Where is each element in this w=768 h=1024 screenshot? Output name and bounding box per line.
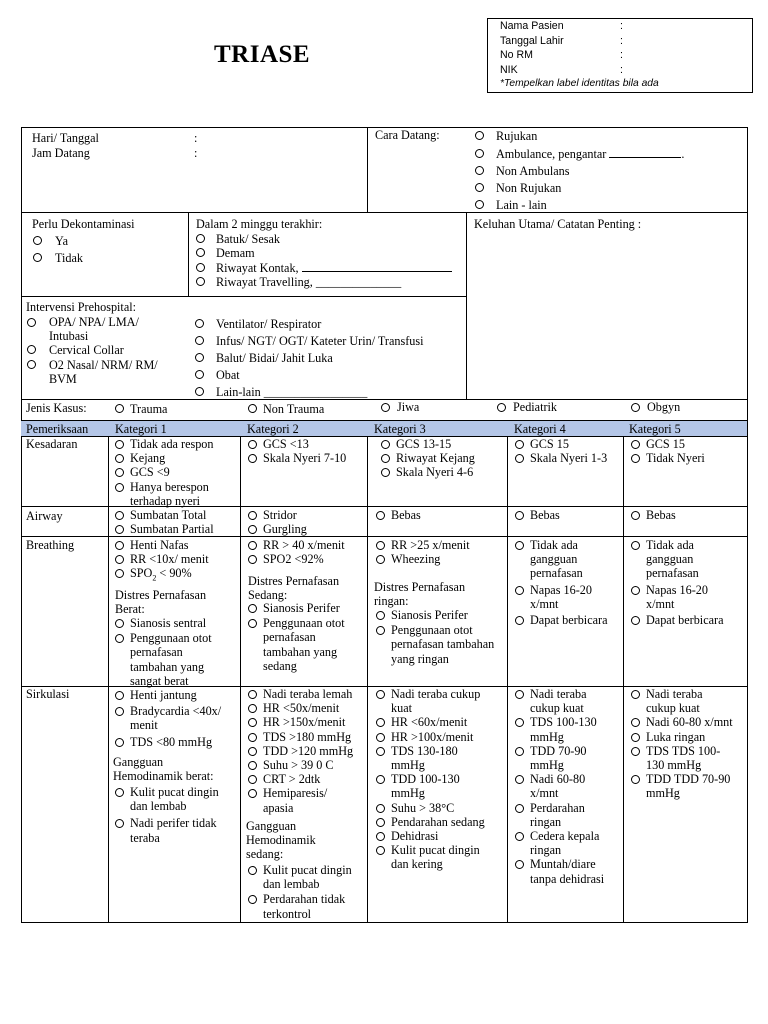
header-kategori-1: Kategori 1	[115, 422, 167, 436]
breathing-k4-text-0-1: gangguan	[530, 552, 578, 567]
breathing-k4-radio-1[interactable]	[515, 586, 524, 595]
breathing-k3-sub-text-1-0: Penggunaan otot	[391, 623, 473, 638]
option-obat: Obat	[216, 368, 240, 382]
option-infus: Infus/ NGT/ OGT/ Kateter Urin/ Transfusi	[216, 334, 424, 348]
sirkulasi-k3-text-0-0: Nadi teraba cukup	[391, 687, 481, 701]
breathing-k1-sub-text-0-0: Sianosis sentral	[130, 616, 207, 630]
sirkulasi-k1-radio-1[interactable]	[115, 707, 124, 716]
kesadaran-k1-radio-1[interactable]	[115, 454, 124, 463]
option-pediatrik: Pediatrik	[513, 400, 558, 414]
header-kategori-3: Kategori 3	[374, 422, 426, 436]
sirkulasi-k3-radio-4[interactable]	[376, 775, 385, 784]
radio-batuk[interactable]	[196, 234, 205, 243]
breathing-k1-text-0-0: Henti Nafas	[130, 538, 189, 552]
kesadaran-k1-text-3-1: terhadap nyeri	[130, 493, 201, 508]
option-opa-line2: Intubasi	[49, 329, 89, 343]
sirkulasi-k4-text-2-0: TDD 70-90	[530, 743, 587, 758]
date-label: Hari/ Tanggal	[32, 131, 99, 145]
sirkulasi-k4-text-3-0: Nadi 60-80	[530, 772, 586, 787]
sirkulasi-k2-text-3-0: TDS >180 mmHg	[263, 729, 352, 744]
breathing-k1-sub-text-1-1: pernafasan	[130, 645, 183, 660]
sirkulasi-k4-text-0-1: cukup kuat	[530, 701, 584, 716]
row-label-airway: Airway	[26, 509, 63, 523]
sirkulasi-k3-radio-1[interactable]	[376, 718, 385, 727]
breathing-k2-title-text-1-0: Sedang:	[248, 588, 288, 603]
arrival-time-colon: :	[194, 146, 198, 160]
breathing-k2-sub-text-1-2: tambahan yang	[263, 644, 338, 659]
breathing-k1-radio-1[interactable]	[115, 555, 124, 564]
breathing-k5-text-2-0: Dapat berbicara	[646, 613, 724, 627]
airway-k5-text-0-0: Bebas	[646, 508, 676, 522]
breathing-k5-radio-0[interactable]	[631, 541, 640, 550]
breathing-k4-text-0-0: Tidak ada	[530, 538, 578, 552]
medical-record-colon: :	[620, 49, 623, 61]
kesadaran-k1-radio-0[interactable]	[115, 440, 124, 449]
page-title: TRIASE	[214, 41, 311, 68]
sirkulasi-k3-radio-7[interactable]	[376, 832, 385, 841]
kesadaran-k5-radio-1[interactable]	[631, 454, 640, 463]
sirkulasi-k1-sub-text-1-1: teraba	[130, 830, 160, 845]
kesadaran-k2-text-0-0: GCS <13	[263, 437, 309, 451]
sirkulasi-k3-radio-5[interactable]	[376, 804, 385, 813]
sirkulasi-k4-text-6-0: Muntah/diare	[530, 857, 596, 872]
row-label-breathing: Breathing	[26, 538, 75, 552]
kesadaran-k5-radio-0[interactable]	[631, 440, 640, 449]
radio-riwayat-travelling[interactable]	[196, 277, 205, 286]
option-o2-line2: BVM	[49, 372, 77, 386]
medical-record-label: No RM	[500, 49, 533, 61]
sirkulasi-k5-text-0-0: Nadi teraba	[646, 687, 703, 701]
breathing-k3-title-text-0-0: Distres Pernafasan	[374, 580, 466, 594]
breathing-k2-radio-0[interactable]	[248, 541, 257, 550]
breathing-k5-text-0-0: Tidak ada	[646, 538, 694, 552]
label-note: *Tempelkan label identitas bila ada	[500, 78, 659, 89]
sirkulasi-k2-radio-5[interactable]	[248, 761, 257, 770]
sirkulasi-k4-text-6-1: tanpa dehidrasi	[530, 871, 605, 886]
option-decon-ya: Ya	[55, 234, 68, 248]
breathing-k5-text-1-1: x/mnt	[646, 596, 675, 611]
case-type-label: Jenis Kasus:	[26, 401, 87, 415]
sirkulasi-k3-text-4-0: TDD 100-130	[391, 772, 460, 787]
breathing-k3-title-text-1-0: ringan:	[374, 594, 409, 609]
airway-k1-text-0-0: Sumbatan Total	[130, 508, 207, 522]
sirkulasi-k2-text-7-1: apasia	[263, 800, 294, 815]
option-batuk: Batuk/ Sesak	[216, 232, 280, 246]
sirkulasi-k1-text-1-0: Bradycardia <40x/	[130, 704, 222, 719]
breathing-k5-radio-2[interactable]	[631, 616, 640, 625]
kesadaran-k3-text-1-0: Riwayat Kejang	[396, 451, 475, 466]
sirkulasi-k2-radio-4[interactable]	[248, 747, 257, 756]
breathing-k3-sub-radio-0[interactable]	[376, 611, 385, 620]
arrival-time-label: Jam Datang	[32, 146, 90, 160]
sirkulasi-k2-text-2-0: HR >150x/menit	[263, 715, 346, 730]
breathing-k2-text-1-0: SPO2 <92%	[263, 552, 324, 567]
sirkulasi-k5-radio-3[interactable]	[631, 747, 640, 756]
sirkulasi-k5-text-4-0: TDD TDD 70-90	[646, 772, 731, 787]
sirkulasi-k4-text-5-1: ringan	[530, 843, 562, 858]
breathing-k3-text-0-0: RR >25 x/menit	[391, 538, 470, 552]
header-kategori-2: Kategori 2	[247, 422, 299, 436]
kesadaran-k3-radio-1[interactable]	[381, 454, 390, 463]
two-weeks-label: Dalam 2 minggu terakhir:	[196, 217, 323, 231]
sirkulasi-k5-radio-4[interactable]	[631, 775, 640, 784]
option-balut: Balut/ Bidai/ Jahit Luka	[216, 351, 333, 365]
kesadaran-k5-text-0-0: GCS 15	[646, 437, 685, 451]
option-riwayat-travelling: Riwayat Travelling, ______________	[216, 275, 402, 289]
kesadaran-k1-text-0-0: Tidak ada respon	[130, 437, 214, 451]
option-o2-line1: O2 Nasal/ NRM/ RM/	[49, 358, 158, 372]
breathing-k5-radio-1[interactable]	[631, 586, 640, 595]
arrival-method-label: Cara Datang:	[375, 128, 440, 142]
sirkulasi-k2-radio-7[interactable]	[248, 789, 257, 798]
option-cervical: Cervical Collar	[49, 343, 124, 357]
sirkulasi-k5-text-1-0: Nadi 60-80 x/mnt	[646, 715, 733, 730]
breathing-k2-sub-text-0-0: Sianosis Perifer	[263, 601, 340, 615]
radio-obat[interactable]	[195, 370, 204, 379]
sirkulasi-k3-text-2-0: HR >100x/menit	[391, 729, 474, 744]
radio-balut[interactable]	[195, 353, 204, 362]
kesadaran-k4-text-0-0: GCS 15	[530, 437, 569, 451]
sirkulasi-k5-text-4-1: mmHg	[646, 786, 680, 801]
sirkulasi-k3-text-7-0: Dehidrasi	[391, 829, 439, 843]
airway-k1-radio-0[interactable]	[115, 511, 124, 520]
sirkulasi-k1-title-text-0-0: Gangguan	[113, 755, 164, 769]
sirkulasi-k2-sub-radio-0[interactable]	[248, 866, 257, 875]
sirkulasi-k5-radio-1[interactable]	[631, 718, 640, 727]
birth-date-label: Tanggal Lahir	[500, 35, 564, 47]
breathing-k4-text-1-0: Napas 16-20	[530, 582, 592, 597]
decontamination-label: Perlu Dekontaminasi	[32, 217, 135, 231]
patient-name-label: Nama Pasien	[500, 20, 564, 32]
option-lain-lain-intervensi: Lain-lain _________________	[216, 385, 368, 399]
airway-k1-radio-1[interactable]	[115, 525, 124, 534]
option-non-rujukan: Non Rujukan	[496, 181, 562, 195]
radio-lain-lain-intervensi[interactable]	[195, 387, 204, 396]
breathing-k1-title-text-1-0: Berat:	[115, 602, 145, 617]
kesadaran-k3-text-2-0: Skala Nyeri 4-6	[396, 465, 474, 480]
breathing-k3-sub-text-1-2: yang ringan	[391, 651, 449, 666]
kesadaran-k3-radio-0[interactable]	[381, 440, 390, 449]
sirkulasi-k4-radio-5[interactable]	[515, 832, 524, 841]
radio-o2[interactable]	[27, 360, 36, 369]
breathing-k3-sub-text-0-0: Sianosis Perifer	[391, 608, 468, 622]
sirkulasi-k3-text-8-0: Kulit pucat dingin	[391, 843, 480, 858]
sirkulasi-k2-title-text-2-0: sedang:	[246, 847, 284, 862]
sirkulasi-k3-text-4-1: mmHg	[391, 786, 425, 801]
airway-k5-radio-0[interactable]	[631, 511, 640, 520]
breathing-k4-text-0-2: pernafasan	[530, 566, 583, 581]
radio-non-rujukan[interactable]	[475, 183, 484, 192]
header-pemeriksaan: Pemeriksaan	[26, 422, 89, 436]
kesadaran-k5-text-1-0: Tidak Nyeri	[646, 451, 705, 466]
breathing-k2-text-0-0: RR > 40 x/menit	[263, 538, 345, 552]
airway-k2-text-1-0: Gurgling	[263, 522, 307, 537]
breathing-k5-text-0-1: gangguan	[646, 552, 694, 567]
sirkulasi-k4-text-0-0: Nadi teraba	[530, 687, 587, 701]
radio-demam[interactable]	[196, 248, 205, 257]
breathing-k1-sub-radio-1[interactable]	[115, 634, 124, 643]
sirkulasi-k1-text-1-1: menit	[130, 718, 158, 733]
sirkulasi-k4-radio-3[interactable]	[515, 775, 524, 784]
sirkulasi-k3-text-0-1: kuat	[391, 701, 412, 716]
keluhan-label: Keluhan Utama/ Catatan Penting :	[474, 217, 642, 231]
option-ambulance: Ambulance, pengantar .	[496, 147, 685, 161]
breathing-k1-sub-text-1-3: sangat berat	[130, 673, 189, 688]
sirkulasi-k4-text-1-1: mmHg	[530, 729, 564, 744]
kesadaran-k1-radio-3[interactable]	[115, 483, 124, 492]
option-opa-line1: OPA/ NPA/ LMA/	[49, 315, 139, 329]
option-decon-tidak: Tidak	[55, 251, 83, 265]
row-label-kesadaran: Kesadaran	[26, 437, 78, 451]
airway-k2-text-0-0: Stridor	[263, 508, 297, 522]
sirkulasi-k3-text-6-0: Pendarahan sedang	[391, 814, 485, 829]
breathing-k1-sub-radio-0[interactable]	[115, 619, 124, 628]
airway-k4-text-0-0: Bebas	[530, 508, 560, 522]
option-ventilator: Ventilator/ Respirator	[216, 317, 322, 331]
sirkulasi-k5-text-2-0: Luka ringan	[646, 729, 706, 744]
breathing-k1-title-text-0-0: Distres Pernafasan	[115, 588, 207, 602]
sirkulasi-k3-radio-6[interactable]	[376, 818, 385, 827]
prehospital-label: Intervensi Prehospital:	[26, 300, 137, 314]
breathing-k1-sub-text-1-0: Penggunaan otot	[130, 631, 212, 646]
row-label-sirkulasi: Sirkulasi	[26, 687, 70, 701]
sirkulasi-k2-radio-2[interactable]	[248, 718, 257, 727]
radio-rujukan[interactable]	[475, 131, 484, 140]
sirkulasi-k1-text-2-0: TDS <80 mmHg	[130, 734, 213, 749]
airway-k3-radio-0[interactable]	[376, 511, 385, 520]
radio-obgyn[interactable]	[631, 403, 640, 412]
birth-date-colon: :	[620, 35, 623, 47]
sirkulasi-k4-text-4-1: ringan	[530, 814, 562, 829]
breathing-k3-text-1-0: Wheezing	[391, 552, 441, 567]
breathing-k2-sub-text-1-1: pernafasan	[263, 630, 316, 645]
breathing-k3-radio-1[interactable]	[376, 555, 385, 564]
option-non-trauma: Non Trauma	[263, 402, 325, 416]
sirkulasi-k1-sub-text-0-0: Kulit pucat dingin	[130, 785, 219, 799]
sirkulasi-k5-radio-2[interactable]	[631, 733, 640, 742]
radio-jiwa[interactable]	[381, 403, 390, 412]
breathing-k3-sub-radio-1[interactable]	[376, 626, 385, 635]
sirkulasi-k4-text-4-0: Perdarahan	[530, 800, 585, 815]
sirkulasi-k4-radio-0[interactable]	[515, 690, 524, 699]
sirkulasi-k3-text-1-0: HR <60x/menit	[391, 715, 468, 730]
kesadaran-k4-radio-1[interactable]	[515, 454, 524, 463]
sirkulasi-k5-text-0-1: cukup kuat	[646, 701, 700, 716]
kesadaran-k1-text-3-0: Hanya berespon	[130, 479, 209, 494]
radio-ventilator[interactable]	[195, 319, 204, 328]
breathing-k4-text-2-0: Dapat berbicara	[530, 613, 608, 627]
sirkulasi-k2-text-4-0: TDD >120 mmHg	[263, 743, 354, 758]
option-obgyn: Obgyn	[647, 400, 681, 414]
sirkulasi-k2-sub-text-1-1: terkontrol	[263, 906, 312, 921]
option-lain-lain: Lain - lain	[496, 198, 547, 212]
kesadaran-k1-radio-2[interactable]	[115, 468, 124, 477]
sirkulasi-k2-radio-1[interactable]	[248, 704, 257, 713]
option-rujukan: Rujukan	[496, 129, 538, 143]
breathing-k2-radio-1[interactable]	[248, 555, 257, 564]
patient-name-colon: :	[620, 20, 623, 32]
sirkulasi-k3-text-5-0: Suhu > 38°C	[391, 800, 455, 815]
kesadaran-k1-text-2-0: GCS <9	[130, 465, 170, 480]
option-spo2-90: $SPO_2 < 90\%$	[130, 566, 192, 583]
radio-ambulance[interactable]	[475, 149, 484, 158]
sirkulasi-k3-radio-0[interactable]	[376, 690, 385, 699]
nik-label: NIK	[500, 64, 518, 76]
kesadaran-k4-radio-0[interactable]	[515, 440, 524, 449]
breathing-k1-radio-0[interactable]	[115, 541, 124, 550]
sirkulasi-k1-sub-text-0-1: dan lembab	[130, 799, 187, 814]
sirkulasi-k4-radio-1[interactable]	[515, 718, 524, 727]
sirkulasi-k4-radio-2[interactable]	[515, 747, 524, 756]
sirkulasi-k3-radio-3[interactable]	[376, 747, 385, 756]
breathing-k3-sub-text-1-1: pernafasan tambahan	[391, 637, 495, 652]
sirkulasi-k2-sub-text-0-1: dan lembab	[263, 877, 320, 892]
radio-riwayat-kontak[interactable]	[196, 263, 205, 272]
radio-infus[interactable]	[195, 336, 204, 345]
kesadaran-k2-text-1-0: Skala Nyeri 7-10	[263, 451, 347, 466]
header-kategori-4: Kategori 4	[514, 422, 566, 436]
radio-spo2-90[interactable]	[115, 569, 124, 578]
breathing-k2-sub-text-1-3: sedang	[263, 658, 297, 673]
sirkulasi-k3-radio-2[interactable]	[376, 733, 385, 742]
sirkulasi-k3-radio-8[interactable]	[376, 846, 385, 855]
breathing-k5-text-1-0: Napas 16-20	[646, 582, 708, 597]
sirkulasi-k3-text-3-1: mmHg	[391, 758, 425, 772]
breathing-k3-radio-0[interactable]	[376, 541, 385, 550]
breathing-k4-radio-0[interactable]	[515, 541, 524, 550]
sirkulasi-k2-text-1-0: HR <50x/menit	[263, 701, 340, 716]
sirkulasi-k1-radio-0[interactable]	[115, 691, 124, 700]
breathing-k2-sub-text-1-0: Penggunaan otot	[263, 616, 345, 631]
airway-k1-text-1-0: Sumbatan Partial	[130, 522, 214, 537]
sirkulasi-k4-text-1-0: TDS 100-130	[530, 715, 597, 730]
nik-colon: :	[620, 64, 623, 76]
sirkulasi-k2-text-0-0: Nadi teraba lemah	[263, 687, 353, 701]
kesadaran-k4-text-1-0: Skala Nyeri 1-3	[530, 451, 608, 466]
breathing-k5-text-0-2: pernafasan	[646, 566, 699, 581]
sirkulasi-k2-title-text-0-0: Gangguan	[246, 819, 297, 833]
sirkulasi-k1-sub-text-1-0: Nadi perifer tidak	[130, 816, 217, 831]
sirkulasi-k5-text-3-1: 130 mmHg	[646, 758, 702, 772]
kesadaran-k3-text-0-0: GCS 13-15	[396, 437, 452, 451]
patient-id-box	[487, 18, 753, 93]
airway-k3-text-0-0: Bebas	[391, 508, 421, 522]
radio-pediatrik[interactable]	[497, 403, 506, 412]
sirkulasi-k1-text-0-0: Henti jantung	[130, 688, 197, 702]
radio-cervical[interactable]	[27, 345, 36, 354]
sirkulasi-k2-title-text-1-0: Hemodinamik	[246, 833, 316, 848]
sirkulasi-k4-radio-6[interactable]	[515, 860, 524, 869]
date-colon: :	[194, 131, 198, 145]
sirkulasi-k1-sub-radio-1[interactable]	[115, 819, 124, 828]
sirkulasi-k4-radio-4[interactable]	[515, 804, 524, 813]
sirkulasi-k2-radio-0[interactable]	[248, 690, 257, 699]
sirkulasi-k2-text-7-0: Hemiparesis/	[263, 786, 328, 801]
sirkulasi-k2-text-6-0: CRT > 2dtk	[263, 772, 321, 787]
kesadaran-k2-radio-0[interactable]	[248, 440, 257, 449]
kesadaran-k1-text-1-0: Kejang	[130, 451, 166, 466]
radio-decon-tidak[interactable]	[33, 253, 42, 262]
breathing-k1-sub-text-1-2: tambahan yang	[130, 659, 205, 674]
radio-decon-ya[interactable]	[33, 236, 42, 245]
airway-k4-radio-0[interactable]	[515, 511, 524, 520]
sirkulasi-k4-text-2-1: mmHg	[530, 758, 564, 772]
sirkulasi-k2-sub-text-0-0: Kulit pucat dingin	[263, 863, 352, 877]
breathing-k2-sub-radio-1[interactable]	[248, 619, 257, 628]
sirkulasi-k1-sub-radio-0[interactable]	[115, 788, 124, 797]
sirkulasi-k5-text-3-0: TDS TDS 100-	[646, 743, 721, 758]
sirkulasi-k4-text-5-0: Cedera kepala	[530, 829, 600, 843]
breathing-k4-radio-2[interactable]	[515, 616, 524, 625]
sirkulasi-k2-sub-radio-1[interactable]	[248, 895, 257, 904]
option-jiwa: Jiwa	[397, 400, 420, 414]
sirkulasi-k1-radio-2[interactable]	[115, 738, 124, 747]
radio-non-trauma[interactable]	[248, 404, 257, 413]
radio-trauma[interactable]	[115, 404, 124, 413]
breathing-k4-text-1-1: x/mnt	[530, 596, 559, 611]
option-non-ambulans: Non Ambulans	[496, 164, 570, 178]
radio-opa[interactable]	[27, 318, 36, 327]
kesadaran-k2-radio-1[interactable]	[248, 454, 257, 463]
sirkulasi-k4-text-3-1: x/mnt	[530, 786, 559, 801]
breathing-k1-text-1-0: RR <10x/ menit	[130, 552, 209, 567]
breathing-k2-title-text-0-0: Distres Pernafasan	[248, 574, 340, 588]
sirkulasi-k2-sub-text-1-0: Perdarahan tidak	[263, 892, 346, 907]
sirkulasi-k1-title-text-1-0: Hemodinamik berat:	[113, 769, 214, 784]
sirkulasi-k5-radio-0[interactable]	[631, 690, 640, 699]
sirkulasi-k2-radio-3[interactable]	[248, 733, 257, 742]
option-riwayat-kontak: Riwayat Kontak,	[216, 261, 452, 276]
radio-non-ambulans[interactable]	[475, 166, 484, 175]
option-trauma: Trauma	[130, 402, 168, 416]
kesadaran-k3-radio-2[interactable]	[381, 468, 390, 477]
airway-k2-radio-0[interactable]	[248, 511, 257, 520]
sirkulasi-k3-text-3-0: TDS 130-180	[391, 743, 458, 758]
radio-lain-lain[interactable]	[475, 200, 484, 209]
option-demam: Demam	[216, 246, 255, 260]
breathing-k2-sub-radio-0[interactable]	[248, 604, 257, 613]
header-kategori-5: Kategori 5	[629, 422, 681, 436]
sirkulasi-k2-text-5-0: Suhu > 39 0 C	[263, 758, 334, 772]
sirkulasi-k3-text-8-1: dan kering	[391, 857, 443, 872]
sirkulasi-k2-radio-6[interactable]	[248, 775, 257, 784]
airway-k2-radio-1[interactable]	[248, 525, 257, 534]
